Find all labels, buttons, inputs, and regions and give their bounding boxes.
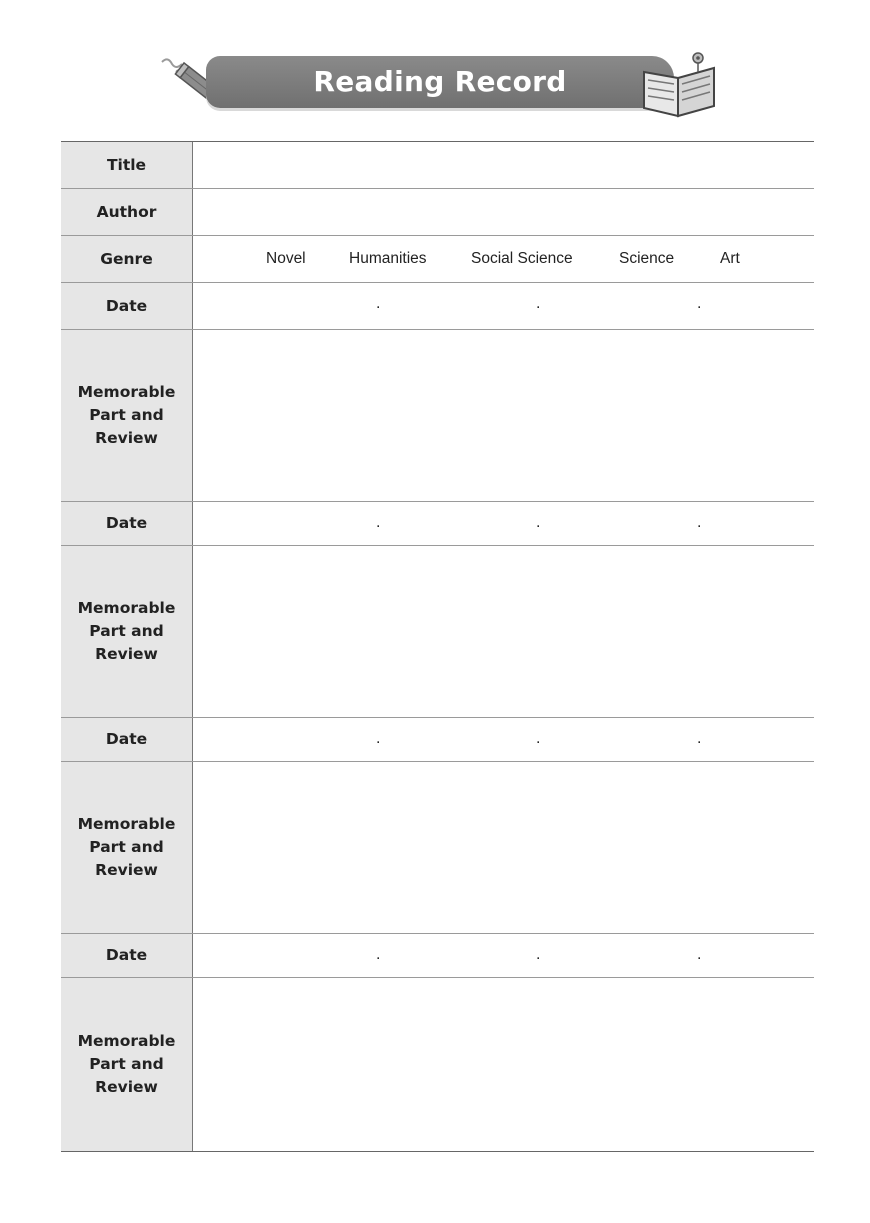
date-separator: . — [536, 514, 541, 531]
date-row-3 — [61, 717, 814, 761]
review-row-3 — [61, 761, 814, 933]
date-field-1[interactable] — [193, 283, 814, 329]
genre-option-social-science[interactable]: Social Science — [471, 250, 573, 267]
page-title: Reading Record — [313, 65, 567, 98]
date-separator: . — [697, 514, 702, 531]
date-separator: . — [697, 730, 702, 747]
title-row — [61, 142, 814, 188]
genre-options — [193, 236, 814, 282]
date-separator: . — [376, 295, 381, 312]
date-label: Date — [61, 718, 193, 761]
genre-row — [61, 235, 814, 282]
date-label: Date — [61, 283, 193, 329]
author-field[interactable] — [193, 189, 814, 235]
date-separator: . — [536, 946, 541, 963]
review-label — [61, 978, 193, 1151]
author-row — [61, 188, 814, 235]
author-label: Author — [61, 189, 193, 235]
date-field-3[interactable] — [193, 718, 814, 761]
review-field-1[interactable] — [193, 330, 814, 501]
date-separator: . — [536, 730, 541, 747]
review-row-1 — [61, 329, 814, 501]
date-field-4[interactable] — [193, 934, 814, 977]
review-field-4[interactable] — [193, 978, 814, 1151]
review-label-line2: Part and Review — [89, 622, 164, 663]
review-row-4 — [61, 977, 814, 1151]
date-row-2 — [61, 501, 814, 545]
genre-label: Genre — [61, 236, 193, 282]
review-label-line1: Memorable — [77, 815, 176, 833]
review-label — [61, 546, 193, 717]
date-separator: . — [376, 514, 381, 531]
date-label: Date — [61, 502, 193, 545]
review-label-line1: Memorable — [77, 599, 176, 617]
title-field[interactable] — [193, 142, 814, 188]
review-label-line2: Part and Review — [89, 406, 164, 447]
review-label — [61, 762, 193, 933]
review-field-2[interactable] — [193, 546, 814, 717]
genre-option-humanities[interactable]: Humanities — [349, 250, 427, 267]
review-label-line1: Memorable — [77, 1032, 176, 1050]
genre-option-art[interactable]: Art — [720, 250, 740, 267]
title-banner — [206, 56, 674, 108]
date-separator: . — [376, 946, 381, 963]
review-label-line2: Part and Review — [89, 838, 164, 879]
genre-option-science[interactable]: Science — [619, 250, 675, 267]
review-label-line1: Memorable — [77, 383, 176, 401]
review-field-3[interactable] — [193, 762, 814, 933]
review-label-line2: Part and Review — [89, 1055, 164, 1096]
genre-option-novel[interactable]: Novel — [266, 250, 306, 267]
date-label: Date — [61, 934, 193, 977]
date-field-2[interactable] — [193, 502, 814, 545]
reading-record-table — [61, 141, 814, 1152]
date-row-1 — [61, 282, 814, 329]
review-label — [61, 330, 193, 501]
date-separator: . — [536, 295, 541, 312]
date-separator: . — [697, 946, 702, 963]
date-row-4 — [61, 933, 814, 977]
review-row-2 — [61, 545, 814, 717]
open-book-icon — [640, 52, 720, 124]
title-label: Title — [61, 142, 193, 188]
date-separator: . — [376, 730, 381, 747]
date-separator: . — [697, 295, 702, 312]
